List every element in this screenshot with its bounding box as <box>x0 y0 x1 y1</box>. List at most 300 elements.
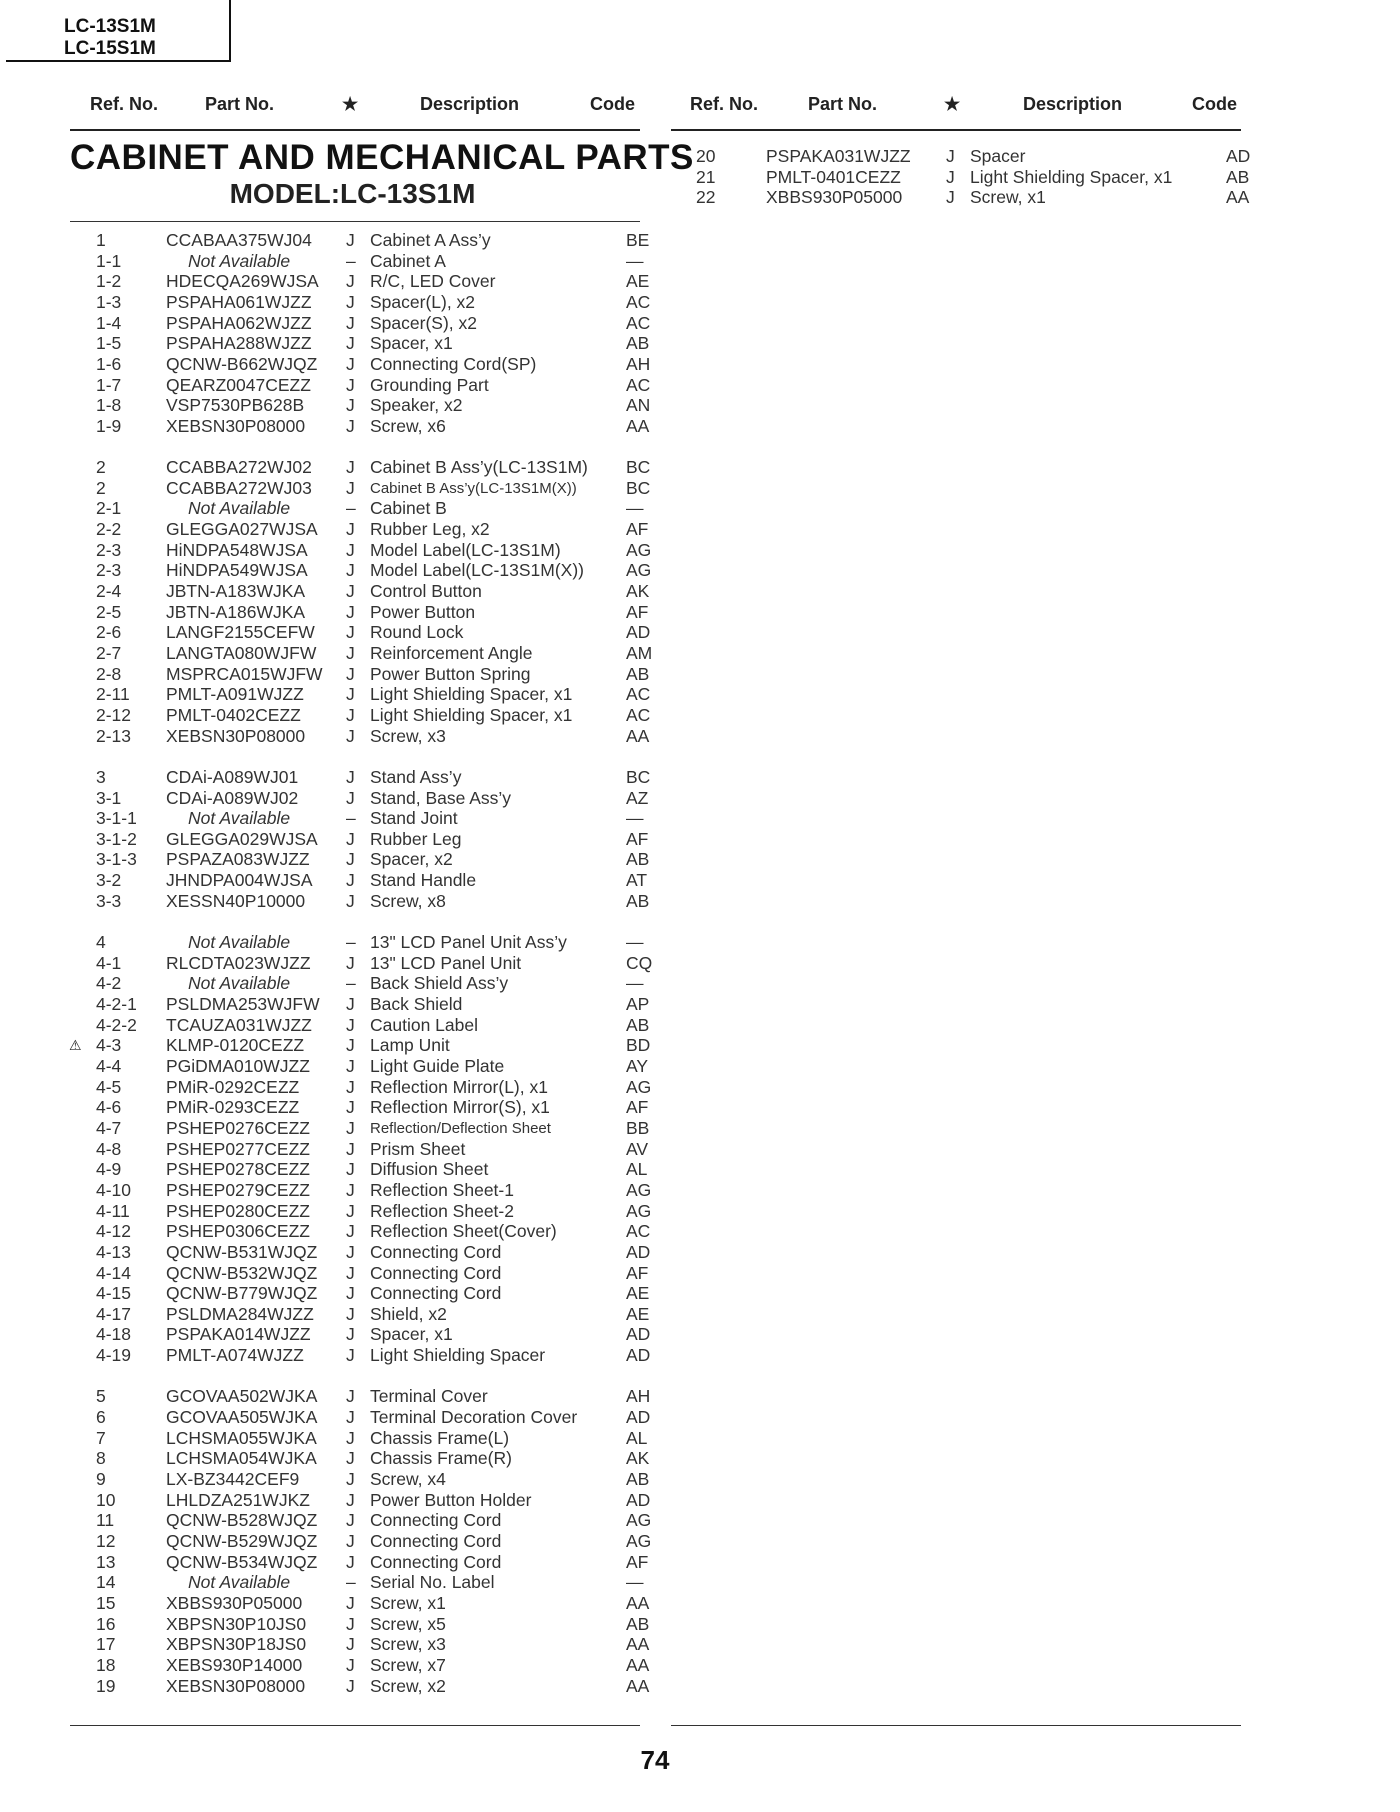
cell-desc: Cabinet A Ass’y <box>370 230 491 250</box>
cell-part: QCNW-B662WJQZ <box>166 354 318 374</box>
cell-star: J <box>346 519 355 539</box>
table-row <box>96 705 666 726</box>
cell-desc: Rubber Leg, x2 <box>370 519 490 539</box>
cell-desc: Screw, x1 <box>370 1593 446 1613</box>
footer-rule-right <box>671 1725 1241 1726</box>
cell-star: J <box>346 1139 355 1159</box>
table-row <box>96 1448 666 1469</box>
cell-part: QCNW-B528WJQZ <box>166 1510 318 1530</box>
cell-code: AY <box>626 1056 649 1076</box>
table-row <box>96 602 666 623</box>
cell-ref: 2-3 <box>96 560 122 580</box>
header-star-left: ★ <box>342 94 359 114</box>
table-row <box>96 1056 666 1077</box>
table-row <box>696 167 1266 188</box>
cell-code: AF <box>626 829 649 849</box>
cell-star: – <box>346 498 356 518</box>
cell-ref: 17 <box>96 1634 116 1654</box>
table-row <box>96 788 666 809</box>
cell-star: J <box>346 1077 355 1097</box>
cell-star: J <box>346 1428 355 1448</box>
cell-ref: 3-2 <box>96 870 122 890</box>
cell-desc: Screw, x4 <box>370 1469 446 1489</box>
cell-desc: Light Guide Plate <box>370 1056 505 1076</box>
cell-code: AC <box>626 684 651 704</box>
cell-part: LHLDZA251WJKZ <box>166 1490 310 1510</box>
cell-star: J <box>346 395 355 415</box>
cell-desc: Rubber Leg <box>370 829 462 849</box>
cell-star: J <box>946 187 955 207</box>
cell-part: PSPAKA014WJZZ <box>166 1324 311 1344</box>
table-row <box>696 146 1266 167</box>
cell-desc: Reflection Mirror(L), x1 <box>370 1077 548 1097</box>
cell-desc: Round Lock <box>370 622 464 642</box>
cell-desc: Light Shielding Spacer, x1 <box>370 684 573 704</box>
cell-star: J <box>346 953 355 973</box>
cell-ref: 7 <box>96 1428 106 1448</box>
cell-star: J <box>346 726 355 746</box>
cell-star: J <box>346 1201 355 1221</box>
cell-part: TCAUZA031WJZZ <box>166 1015 312 1035</box>
title-rule <box>70 221 640 222</box>
cell-code: AG <box>626 1201 652 1221</box>
cell-desc: Reflection Sheet-1 <box>370 1180 514 1200</box>
cell-desc: Cabinet A <box>370 251 446 271</box>
cell-code: AG <box>626 1077 652 1097</box>
cell-star: J <box>346 313 355 333</box>
cell-part: VSP7530PB628B <box>166 395 305 415</box>
table-row <box>96 271 666 292</box>
cell-ref: 13 <box>96 1552 116 1572</box>
cell-code: AG <box>626 1510 652 1530</box>
cell-part: QCNW-B532WJQZ <box>166 1263 318 1283</box>
cell-ref: 1-4 <box>96 313 122 333</box>
cell-star: J <box>346 1242 355 1262</box>
header-star-right: ★ <box>944 94 961 114</box>
table-row <box>96 1035 666 1056</box>
cell-code: AZ <box>626 788 649 808</box>
cell-desc: Light Shielding Spacer, x1 <box>370 705 573 725</box>
table-row <box>96 540 666 561</box>
cell-desc: Cabinet B <box>370 498 447 518</box>
cell-part: LANGF2155CEFW <box>166 622 315 642</box>
cell-star: J <box>946 146 955 166</box>
cell-part: XEBSN30P08000 <box>166 726 306 746</box>
cell-code: AB <box>626 1015 650 1035</box>
cell-desc: Spacer <box>970 146 1026 166</box>
cell-ref: 2-12 <box>96 705 132 725</box>
table-row <box>96 684 666 705</box>
cell-star: J <box>346 767 355 787</box>
cell-code: — <box>626 251 644 271</box>
table-row <box>96 1242 666 1263</box>
cell-desc: Screw, x5 <box>370 1614 446 1634</box>
cell-part: Not Available <box>188 808 291 828</box>
cell-ref: 4-9 <box>96 1159 122 1179</box>
cell-ref: 8 <box>96 1448 106 1468</box>
cell-star: J <box>346 994 355 1014</box>
cell-part: XEBSN30P08000 <box>166 1676 306 1696</box>
cell-star: J <box>346 1263 355 1283</box>
cell-ref: 4-11 <box>96 1201 130 1221</box>
cell-ref: 16 <box>96 1614 116 1634</box>
cell-part: MSPRCA015WJFW <box>166 664 323 684</box>
cell-part: HiNDPA548WJSA <box>166 540 308 560</box>
cell-desc: Stand Joint <box>370 808 458 828</box>
cell-ref: 1-5 <box>96 333 122 353</box>
cell-ref: 5 <box>96 1386 106 1406</box>
cell-star: J <box>346 684 355 704</box>
cell-desc: Spacer, x1 <box>370 333 453 353</box>
cell-ref: 14 <box>96 1572 116 1592</box>
cell-desc: Reinforcement Angle <box>370 643 533 663</box>
cell-desc: Screw, x7 <box>370 1655 446 1675</box>
cell-part: XBBS930P05000 <box>166 1593 303 1613</box>
cell-ref: 19 <box>96 1676 116 1696</box>
cell-code: AA <box>626 726 650 746</box>
cell-part: XBBS930P05000 <box>766 187 903 207</box>
cell-code: AP <box>626 994 650 1014</box>
cell-code: AC <box>626 375 651 395</box>
cell-desc: Screw, x8 <box>370 891 446 911</box>
cell-star: J <box>346 829 355 849</box>
cell-star: – <box>346 808 356 828</box>
cell-part: XESSN40P10000 <box>166 891 306 911</box>
cell-star: J <box>346 416 355 436</box>
table-row <box>96 1304 666 1325</box>
cell-star: J <box>346 1283 355 1303</box>
cell-star: J <box>946 167 955 187</box>
cell-ref: 4-15 <box>96 1283 132 1303</box>
cell-desc: Stand, Base Ass’y <box>370 788 512 808</box>
table-row <box>96 1283 666 1304</box>
cell-star: J <box>346 457 355 477</box>
cell-star: J <box>346 1407 355 1427</box>
cell-desc: Light Shielding Spacer <box>370 1345 546 1365</box>
cell-part: RLCDTA023WJZZ <box>166 953 311 973</box>
cell-code: AM <box>626 643 653 663</box>
cell-desc: Connecting Cord <box>370 1510 502 1530</box>
cell-part: Not Available <box>188 932 291 952</box>
cell-star: J <box>346 1634 355 1654</box>
cell-ref: 4-19 <box>96 1345 132 1365</box>
cell-part: LCHSMA055WJKA <box>166 1428 317 1448</box>
cell-desc: Cabinet B Ass’y(LC-13S1M) <box>370 457 588 477</box>
cell-ref: 2-13 <box>96 726 132 746</box>
cell-part: CCABAA375WJ04 <box>166 230 312 250</box>
cell-part: Not Available <box>188 251 291 271</box>
table-row <box>96 1324 666 1345</box>
cell-star: J <box>346 1180 355 1200</box>
table-row <box>96 870 666 891</box>
footer-rule-left <box>70 1725 640 1726</box>
cell-code: AG <box>626 1180 652 1200</box>
cell-part: PSHEP0280CEZZ <box>166 1201 310 1221</box>
header-rule-right <box>671 129 1241 131</box>
cell-star: – <box>346 973 356 993</box>
cell-code: AB <box>626 891 650 911</box>
cell-part: GLEGGA029WJSA <box>166 829 318 849</box>
cell-part: PMLT-A074WJZZ <box>166 1345 304 1365</box>
table-row <box>696 187 1266 208</box>
header-part-left: Part No. <box>205 94 275 114</box>
cell-star: J <box>346 602 355 622</box>
cell-code: AB <box>626 1614 650 1634</box>
cell-code: — <box>626 932 644 952</box>
cell-code: — <box>626 498 644 518</box>
cell-star: J <box>346 375 355 395</box>
cell-ref: 2-5 <box>96 602 122 622</box>
cell-code: AB <box>626 1469 650 1489</box>
cell-desc: Connecting Cord(SP) <box>370 354 537 374</box>
cell-star: J <box>346 1035 355 1055</box>
table-row <box>96 1552 666 1573</box>
cell-desc: Control Button <box>370 581 482 601</box>
table-row <box>96 994 666 1015</box>
cell-ref: 6 <box>96 1407 106 1427</box>
cell-code: CQ <box>626 953 653 973</box>
cell-star: – <box>346 932 356 952</box>
cell-ref: 21 <box>696 167 716 187</box>
cell-part: CDAi-A089WJ01 <box>166 767 299 787</box>
table-row <box>96 354 666 375</box>
cell-code: BB <box>626 1118 650 1138</box>
table-row <box>96 664 666 685</box>
cell-part: PSPAHA061WJZZ <box>166 292 312 312</box>
cell-ref: 4-3 <box>96 1035 122 1055</box>
cell-star: J <box>346 1304 355 1324</box>
cell-ref: 9 <box>96 1469 106 1489</box>
cell-star: J <box>346 478 355 498</box>
cell-ref: 4-2-2 <box>96 1015 137 1035</box>
table-row <box>96 726 666 747</box>
cell-code: AC <box>626 705 651 725</box>
header-ref-left: Ref. No. <box>90 94 159 114</box>
cell-code: AA <box>626 416 650 436</box>
cell-part: LANGTA080WJFW <box>166 643 317 663</box>
cell-code: AD <box>626 1490 651 1510</box>
warning-icon: ⚠ <box>69 1037 82 1053</box>
cell-part: PSHEP0279CEZZ <box>166 1180 310 1200</box>
cell-ref: 4-2 <box>96 973 122 993</box>
cell-star: J <box>346 1593 355 1613</box>
cell-code: AF <box>626 1097 649 1117</box>
table-row <box>96 891 666 912</box>
cell-star: J <box>346 1221 355 1241</box>
cell-ref: 1-9 <box>96 416 122 436</box>
cell-code: AC <box>626 1221 651 1241</box>
cell-desc: Power Button <box>370 602 476 622</box>
cell-part: XBPSN30P18JS0 <box>166 1634 307 1654</box>
cell-ref: 2-11 <box>96 684 130 704</box>
cell-star: J <box>346 292 355 312</box>
cell-code: AF <box>626 1552 649 1572</box>
cell-code: AV <box>626 1139 649 1159</box>
table-row <box>96 1180 666 1201</box>
cell-part: PGiDMA010WJZZ <box>166 1056 310 1076</box>
cell-part: QEARZ0047CEZZ <box>166 375 311 395</box>
cell-ref: 1-1 <box>96 251 122 271</box>
cell-desc: Connecting Cord <box>370 1242 502 1262</box>
cell-code: AA <box>626 1676 650 1696</box>
table-row <box>96 251 666 272</box>
cell-star: J <box>346 230 355 250</box>
cell-star: J <box>346 1097 355 1117</box>
cell-desc: Reflection Mirror(S), x1 <box>370 1097 550 1117</box>
cell-ref: 4-13 <box>96 1242 132 1262</box>
cell-part: PMLT-0401CEZZ <box>766 167 901 187</box>
cell-ref: 4-1 <box>96 953 122 973</box>
cell-part: PSPAHA288WJZZ <box>166 333 312 353</box>
cell-code: AD <box>626 1324 651 1344</box>
table-row <box>96 457 666 478</box>
cell-part: Not Available <box>188 1572 291 1592</box>
cell-star: J <box>346 1345 355 1365</box>
cell-ref: 4-5 <box>96 1077 122 1097</box>
table-row <box>96 643 666 664</box>
table-row <box>96 1201 666 1222</box>
cell-ref: 4-7 <box>96 1118 122 1138</box>
cell-star: J <box>346 354 355 374</box>
cell-desc: Reflection Sheet(Cover) <box>370 1221 557 1241</box>
cell-star: J <box>346 1386 355 1406</box>
header-rule-left <box>70 129 640 131</box>
cell-part: PSPAHA062WJZZ <box>166 313 312 333</box>
table-row <box>96 973 666 994</box>
cell-code: — <box>626 808 644 828</box>
cell-code: AA <box>626 1593 650 1613</box>
cell-code: AF <box>626 519 649 539</box>
cell-desc: Stand Ass’y <box>370 767 462 787</box>
cell-part: XEBS930P14000 <box>166 1655 303 1675</box>
cell-star: J <box>346 1552 355 1572</box>
cell-desc: Chassis Frame(L) <box>370 1428 510 1448</box>
cell-desc: Diffusion Sheet <box>370 1159 489 1179</box>
table-row <box>96 1428 666 1449</box>
cell-code: AF <box>626 1263 649 1283</box>
cell-desc: Connecting Cord <box>370 1283 502 1303</box>
table-row <box>96 1531 666 1552</box>
cell-star: J <box>346 891 355 911</box>
cell-ref: 4-18 <box>96 1324 132 1344</box>
table-row <box>96 1469 666 1490</box>
cell-part: GCOVAA502WJKA <box>166 1386 318 1406</box>
cell-desc: Screw, x6 <box>370 416 446 436</box>
cell-part: QCNW-B534WJQZ <box>166 1552 318 1572</box>
cell-ref: 4 <box>96 932 106 952</box>
table-row <box>96 1386 666 1407</box>
cell-code: — <box>626 973 644 993</box>
model-name-1: LC-13S1M <box>64 16 156 37</box>
cell-star: J <box>346 870 355 890</box>
table-row <box>96 849 666 870</box>
cell-star: J <box>346 271 355 291</box>
cell-ref: 1-6 <box>96 354 122 374</box>
cell-code: AB <box>1226 167 1250 187</box>
cell-star: J <box>346 622 355 642</box>
cell-code: AD <box>626 622 651 642</box>
cell-desc: Power Button Holder <box>370 1490 532 1510</box>
cell-code: AD <box>1226 146 1251 166</box>
cell-part: PSHEP0306CEZZ <box>166 1221 310 1241</box>
cell-ref: 1 <box>96 230 106 250</box>
cell-ref: 18 <box>96 1655 116 1675</box>
cell-desc: Reflection/Deflection Sheet <box>370 1120 551 1137</box>
cell-part: JBTN-A186WJKA <box>166 602 306 622</box>
cell-desc: Spacer(S), x2 <box>370 313 477 333</box>
cell-ref: 2-3 <box>96 540 122 560</box>
cell-star: J <box>346 333 355 353</box>
cell-desc: Cabinet B Ass’y(LC-13S1M(X)) <box>370 480 577 497</box>
cell-part: PMiR-0292CEZZ <box>166 1077 300 1097</box>
cell-part: LCHSMA054WJKA <box>166 1448 317 1468</box>
cell-desc: Terminal Cover <box>370 1386 488 1406</box>
cell-desc: Back Shield Ass’y <box>370 973 509 993</box>
cell-part: KLMP-0120CEZZ <box>166 1035 305 1055</box>
cell-star: J <box>346 643 355 663</box>
cell-code: AD <box>626 1345 651 1365</box>
cell-code: BC <box>626 478 651 498</box>
cell-desc: 13" LCD Panel Unit Ass’y <box>370 932 567 952</box>
section-title: CABINET AND MECHANICAL PARTS <box>70 138 694 177</box>
cell-desc: Screw, x2 <box>370 1676 446 1696</box>
cell-part: GCOVAA505WJKA <box>166 1407 318 1427</box>
cell-star: J <box>346 849 355 869</box>
cell-ref: 3-1-1 <box>96 808 137 828</box>
cell-desc: Reflection Sheet-2 <box>370 1201 514 1221</box>
table-row <box>96 1407 666 1428</box>
cell-ref: 4-4 <box>96 1056 122 1076</box>
header-ref-right: Ref. No. <box>690 94 759 114</box>
cell-desc: Back Shield <box>370 994 463 1014</box>
cell-code: AE <box>626 271 650 291</box>
table-row <box>96 1614 666 1635</box>
cell-star: – <box>346 1572 356 1592</box>
cell-part: CDAi-A089WJ02 <box>166 788 299 808</box>
table-row <box>96 1159 666 1180</box>
cell-part: QCNW-B529WJQZ <box>166 1531 318 1551</box>
table-row <box>96 808 666 829</box>
cell-star: J <box>346 788 355 808</box>
page-number: 74 <box>640 1745 670 1775</box>
cell-ref: 4-14 <box>96 1263 132 1283</box>
cell-desc: Screw, x1 <box>970 187 1046 207</box>
cell-code: BC <box>626 767 651 787</box>
table-row <box>96 1655 666 1676</box>
cell-ref: 1-2 <box>96 271 122 291</box>
cell-star: J <box>346 1015 355 1035</box>
cell-code: AA <box>1226 187 1250 207</box>
table-row <box>96 829 666 850</box>
cell-code: AF <box>626 602 649 622</box>
table-row <box>96 498 666 519</box>
cell-code: AT <box>626 870 648 890</box>
cell-ref: 1-7 <box>96 375 122 395</box>
table-row <box>96 560 666 581</box>
cell-ref: 1-3 <box>96 292 122 312</box>
table-row <box>96 1118 666 1139</box>
cell-code: AD <box>626 1407 651 1427</box>
cell-desc: Serial No. Label <box>370 1572 495 1592</box>
cell-desc: 13" LCD Panel Unit <box>370 953 522 973</box>
cell-part: PMLT-0402CEZZ <box>166 705 301 725</box>
cell-star: J <box>346 664 355 684</box>
cell-part: JBTN-A183WJKA <box>166 581 306 601</box>
cell-ref: 4-10 <box>96 1180 132 1200</box>
cell-code: AH <box>626 354 651 374</box>
cell-ref: 2-8 <box>96 664 122 684</box>
cell-code: AG <box>626 1531 652 1551</box>
